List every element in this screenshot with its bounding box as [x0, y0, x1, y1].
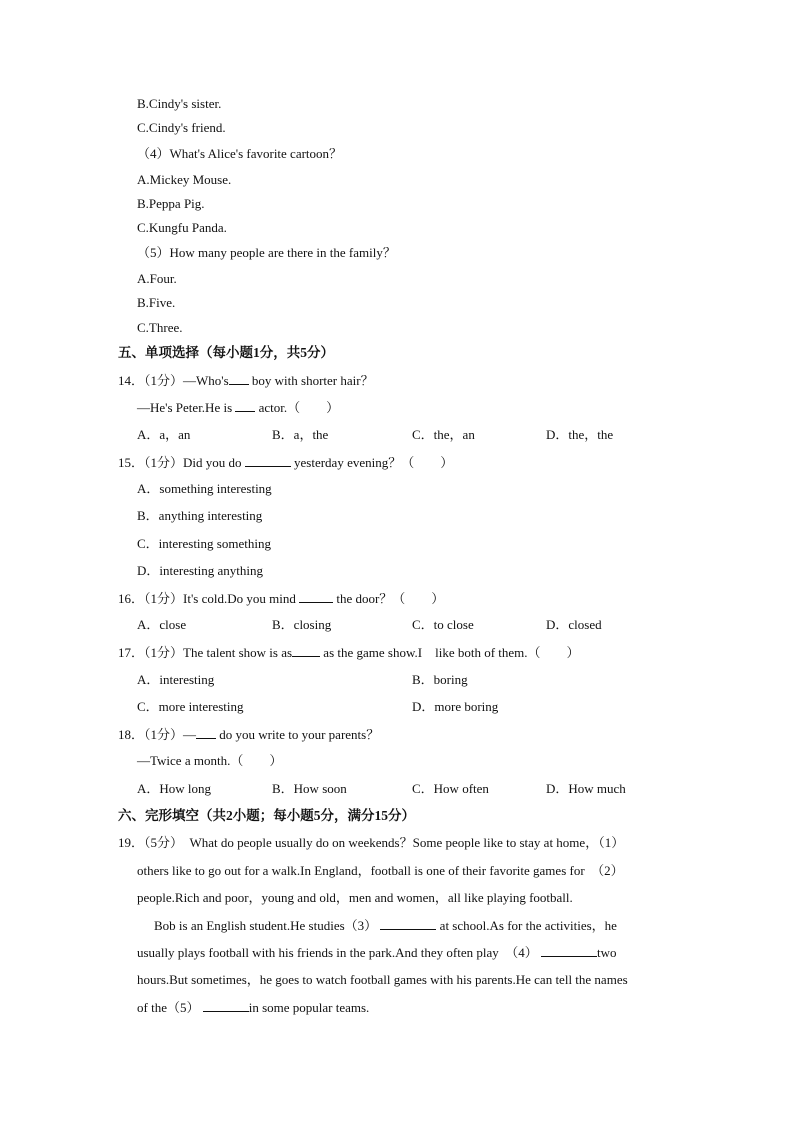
q16-option-c: C．to close — [412, 617, 474, 632]
question-18-answer-line: —Twice a month.（ ） — [137, 753, 283, 768]
passage-paragraph-2-line-4: of the（5） in some popular teams. — [137, 1000, 370, 1015]
q18-option-c: C．How often — [412, 781, 489, 796]
q15-option-a: A．something interesting — [137, 481, 272, 496]
passage-paragraph-2-line-3: hours.But sometimes，he goes to watch football games with his parents.He can tell the names — [137, 972, 628, 987]
question-19-line-1: 19．（5分） What do people usually do on weekends？Some people like to stay at home，（1） — [118, 835, 625, 850]
q16-option-d: D．closed — [546, 617, 602, 632]
q3-option-c: C.Cindy's friend. — [137, 120, 226, 135]
question-17-stem: 17．（1分）The talent show is as as the game show.I like both of them.（ ） — [118, 645, 580, 660]
q15-option-c: C．interesting something — [137, 536, 271, 551]
section-5-heading: 五、单项选择（每小题1分，共5分） — [118, 345, 334, 360]
q18-option-a: A．How long — [137, 781, 212, 796]
q4-option-c: C.Kungfu Panda. — [137, 220, 227, 235]
q4-option-b: B.Peppa Pig. — [137, 196, 205, 211]
q17-option-d: D．more boring — [412, 699, 499, 714]
question-16-stem: 16．（1分）It's cold.Do you mind the door？（ ） — [118, 591, 445, 606]
q16-option-b: B．closing — [272, 617, 332, 632]
q16-option-a: A．close — [137, 617, 187, 632]
q18-option-b: B．How soon — [272, 781, 347, 796]
q4-option-a: A.Mickey Mouse. — [137, 172, 232, 187]
q15-option-d: D．interesting anything — [137, 563, 264, 578]
q5-option-b: B.Five. — [137, 295, 176, 310]
q14-option-b: B．a，the — [272, 427, 329, 442]
question-19-line-3: people.Rich and poor，young and old，men and women，all like playing football. — [137, 890, 573, 905]
q17-option-a: A．interesting — [137, 672, 215, 687]
q14-option-d: D．the，the — [546, 427, 614, 442]
question-14-stem: 14．（1分）—Who's boy with shorter hair？ — [118, 373, 374, 388]
question-18-stem: 18．（1分）— do you write to your parents？ — [118, 727, 380, 742]
section-6-heading: 六、完形填空（共2小题；每小题5分，满分15分） — [118, 808, 415, 823]
q15-option-b: B．anything interesting — [137, 508, 263, 523]
q17-option-c: C．more interesting — [137, 699, 244, 714]
q5-option-a: A.Four. — [137, 271, 177, 286]
q14-option-c: C．the，an — [412, 427, 475, 442]
q14-option-a: A．a，an — [137, 427, 191, 442]
passage-paragraph-2-line-2: usually plays football with his friends in the park.And they often play （4） two — [137, 945, 617, 960]
q5-option-c: C.Three. — [137, 320, 183, 335]
question-14-answer-line: —He's Peter.He is actor.（ ） — [137, 400, 340, 415]
question-19-line-2: others like to go out for a walk.In England，football is one of their favorite games for （2） — [137, 863, 624, 878]
q3-option-b: B.Cindy's sister. — [137, 96, 222, 111]
passage-paragraph-2-line-1: Bob is an English student.He studies（3） at school.As for the activities，he — [154, 918, 617, 933]
question-15-stem: 15．（1分）Did you do yesterday evening？（ ） — [118, 455, 454, 470]
q17-option-b: B．boring — [412, 672, 468, 687]
q18-option-d: D．How much — [546, 781, 626, 796]
question-4-stem: （4）What's Alice's favorite cartoon？ — [137, 146, 343, 161]
question-5-stem: （5）How many people are there in the family？ — [137, 245, 396, 260]
